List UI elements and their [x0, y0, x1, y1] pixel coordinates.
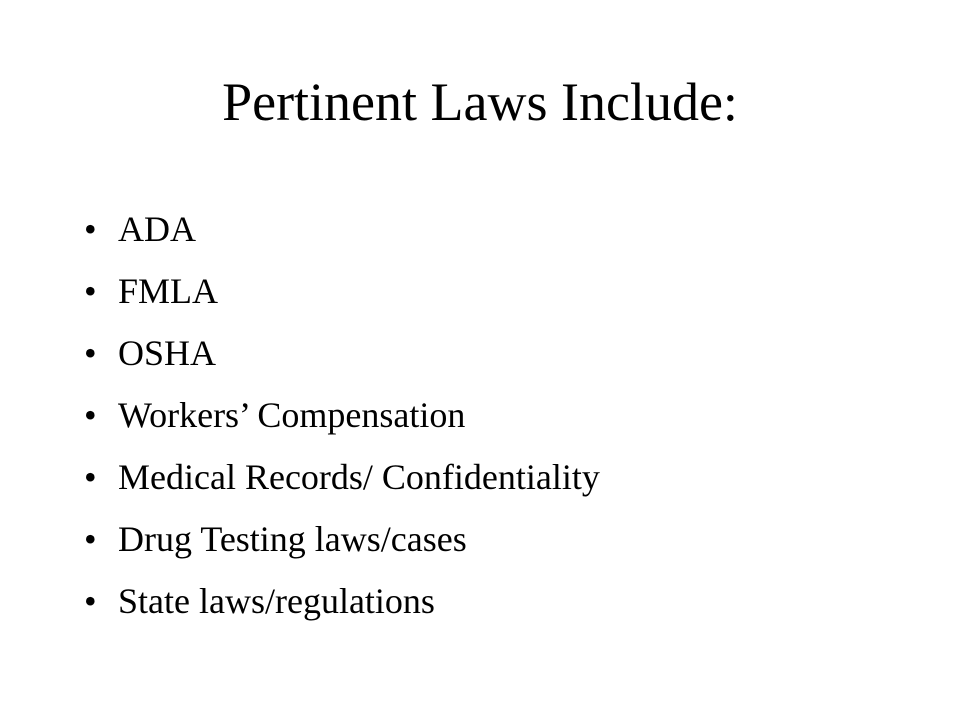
slide-title: Pertinent Laws Include:	[222, 72, 738, 132]
bullet-item-state-laws	[84, 570, 600, 632]
bullet-text: OSHA	[118, 333, 217, 373]
bullet-icon: •	[84, 333, 97, 373]
bullet-item-ada	[84, 198, 600, 260]
bullet-text: FMLA	[118, 271, 219, 311]
bullet-item-drug-testing	[84, 508, 600, 570]
bullet-icon: •	[84, 581, 97, 621]
bullet-text: Drug Testing laws/cases	[118, 519, 467, 559]
bullet-icon: •	[84, 395, 97, 435]
bullet-icon: •	[84, 209, 97, 249]
bullet-text: ADA	[118, 209, 196, 249]
bullet-text: Workers’ Compensation	[118, 395, 466, 435]
bullet-icon: •	[84, 271, 97, 311]
bullet-item-workers-compensation	[84, 384, 600, 446]
bullet-icon: •	[84, 457, 97, 497]
bullet-list	[84, 198, 600, 632]
bullet-item-medical-records	[84, 446, 600, 508]
bullet-item-fmla	[84, 260, 600, 322]
bullet-text: State laws/regulations	[118, 581, 435, 621]
bullet-icon: •	[84, 519, 97, 559]
bullet-item-osha	[84, 322, 600, 384]
bullet-text: Medical Records/ Confidentiality	[118, 457, 600, 497]
